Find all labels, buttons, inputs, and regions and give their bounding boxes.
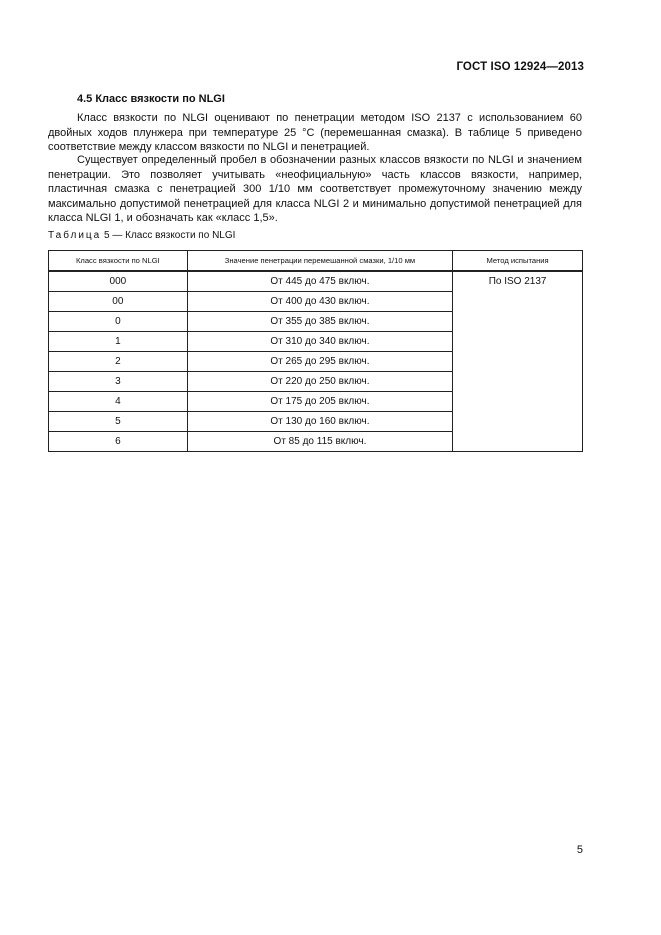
- cell-penetration: От 130 до 160 включ.: [187, 412, 452, 432]
- cell-penetration: От 220 до 250 включ.: [187, 372, 452, 392]
- header-method: Метод испытания: [453, 251, 583, 272]
- cell-class: 6: [49, 432, 188, 452]
- cell-class: 1: [49, 332, 188, 352]
- table-row: [49, 271, 583, 292]
- cell-penetration: От 265 до 295 включ.: [187, 352, 452, 372]
- cell-class: 5: [49, 412, 188, 432]
- nlgi-class-table: [48, 250, 583, 452]
- cell-class: 000: [49, 271, 188, 292]
- cell-method: По ISO 2137: [453, 271, 583, 452]
- cell-class: 2: [49, 352, 188, 372]
- cell-class: 3: [49, 372, 188, 392]
- table-caption-label: Таблица: [48, 230, 102, 241]
- table-header-row: [49, 251, 583, 272]
- cell-penetration: От 310 до 340 включ.: [187, 332, 452, 352]
- cell-class: 0: [49, 312, 188, 332]
- header-class: Класс вязкости по NLGI: [49, 251, 188, 272]
- table-caption-text: 5 — Класс вязкости по NLGI: [101, 230, 236, 241]
- paragraph-1: [48, 111, 582, 155]
- page-number: 5: [576, 844, 583, 856]
- paragraph-1-text: Класс вязкости по NLGI оценивают по пенетрации методом ISO 2137 с использованием 60 двойных ходов плунжера при температуре 25 °С (перемешанная смазка). В таблице 5 приведено соответствие между классом вязкости по NLGI и пенетрацией.: [48, 112, 582, 153]
- header-penetration: Значение пенетрации перемешанной смазки, 1/10 мм: [187, 251, 452, 272]
- cell-penetration: От 85 до 115 включ.: [187, 432, 452, 452]
- document-code: ГОСТ ISO 12924—2013: [456, 61, 584, 73]
- cell-penetration: От 355 до 385 включ.: [187, 312, 452, 332]
- cell-penetration: От 175 до 205 включ.: [187, 392, 452, 412]
- section-title: 4.5 Класс вязкости по NLGI: [77, 93, 225, 105]
- cell-penetration: От 400 до 430 включ.: [187, 292, 452, 312]
- paragraph-2-text: Существует определенный пробел в обозначении разных классов вязкости по NLGI и значением пенетрации. Это позволяет учитывать «неофициальную» часть классов вязкости, например, пластичная смазка с пенетрацией 300 1/10 мм соответствует промежуточному значению между максимально допустимой пенетрацией для класса NLGI 2 и минимально допустимой пенетрацией для класса NLGI 1, и обозначать как «класс 1,5».: [48, 154, 582, 224]
- table-caption: [48, 230, 235, 241]
- cell-class: 00: [49, 292, 188, 312]
- cell-class: 4: [49, 392, 188, 412]
- cell-penetration: От 445 до 475 включ.: [187, 271, 452, 292]
- paragraph-2: [48, 153, 582, 226]
